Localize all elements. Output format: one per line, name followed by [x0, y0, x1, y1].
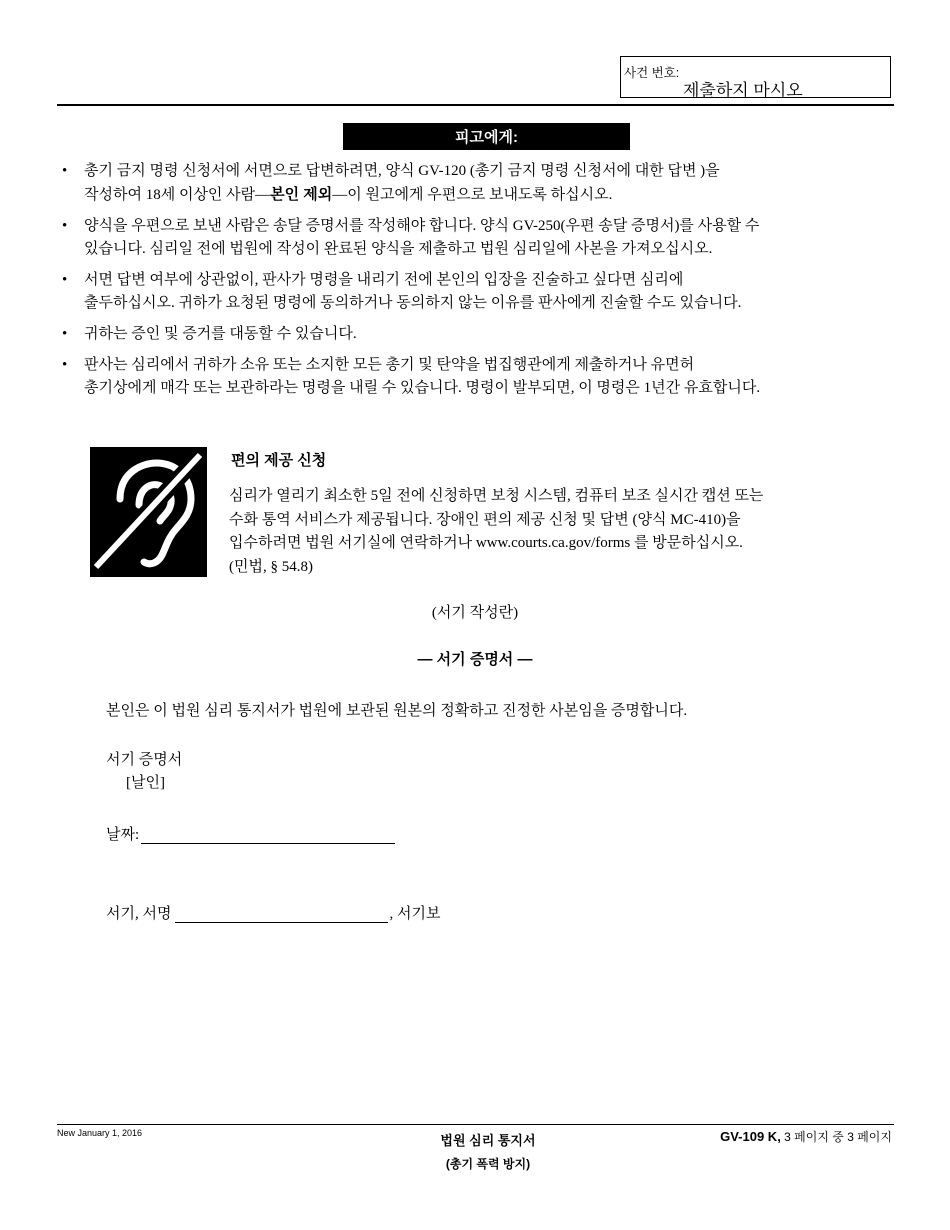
date-field[interactable]	[141, 827, 395, 844]
list-item	[62, 215, 892, 261]
certificate-label: 서기 증명서	[106, 752, 183, 768]
form-number: GV-109 K,	[720, 1129, 781, 1144]
bullet-icon: •	[62, 163, 68, 179]
header-divider	[57, 104, 894, 106]
text-segment: —이 원고에게 우편으로 보내도록 하십시오.	[332, 187, 613, 203]
signature-suffix: , 서기보	[389, 906, 441, 922]
footer-revision-date: New January 1, 2016	[57, 1128, 143, 1138]
footer-form-title: 법원 심리 통지서	[440, 1133, 536, 1148]
bullet-icon: •	[62, 272, 68, 288]
defendant-banner: 피고에게:	[343, 123, 630, 150]
accommodations-line: 심리가 열리기 최소한 5일 전에 신청하면 보청 시스템, 컴퓨터 보조 실시간 캡션 또는	[229, 488, 764, 504]
list-item-line: 총기상에게 매각 또는 보관하라는 명령을 내릴 수 있습니다. 명령이 발부되면, 이 명령은 1년간 유효합니다.	[84, 380, 761, 396]
list-item-line: 양식을 우편으로 보낸 사람은 송달 증명서를 작성해야 합니다. 양식 GV-250(우편 송달 증명서)를 사용할 수	[84, 218, 760, 234]
date-label: 날짜:	[106, 827, 140, 843]
bullet-icon: •	[62, 326, 68, 342]
accommodations-text	[229, 485, 763, 579]
emphasis-text: 본인 제외	[270, 186, 333, 203]
case-number-label: 사건 번호:	[624, 66, 680, 80]
instruction-list	[62, 160, 892, 408]
list-item-line: 총기 금지 명령 신청서에 서면으로 답변하려면, 양식 GV-120 (총기 금지 명령 신청서에 대한 답변 )을	[84, 163, 720, 179]
case-number-value: 제출하지 마시오	[683, 81, 803, 100]
bullet-icon: •	[62, 357, 68, 373]
case-number-box	[620, 56, 891, 98]
accommodations-line: (민법, § 54.8)	[229, 558, 313, 575]
bullet-icon: •	[62, 218, 68, 234]
text-segment: 작성하여 18세 이상인 사람—	[84, 187, 271, 203]
list-item-line: 귀하는 증인 및 증거를 대동할 수 있습니다.	[84, 326, 357, 342]
certificate-statement: 본인은 이 법원 심리 통지서가 법원에 보관된 원본의 정확하고 진정한 사본임을 증명합니다.	[106, 703, 688, 719]
list-item	[62, 354, 892, 400]
date-row	[106, 823, 395, 844]
hearing-assistance-icon	[90, 447, 207, 577]
accommodations-title: 편의 제공 신청	[231, 452, 327, 469]
page-info: 3 페이지 중 3 페이지	[784, 1130, 892, 1144]
clerk-section-label: (서기 작성란)	[431, 605, 519, 621]
footer-form-subtitle: (총기 폭력 방지)	[445, 1157, 531, 1171]
signature-prefix: 서기, 서명	[106, 906, 172, 922]
list-item	[62, 323, 892, 346]
signature-field[interactable]	[175, 906, 388, 923]
list-item-line: 있습니다. 심리일 전에 법원에 작성이 완료된 양식을 제출하고 법원 심리일에 사본을 가져오십시오.	[84, 241, 713, 257]
footer-divider	[57, 1124, 894, 1125]
accommodations-line: 수화 통역 서비스가 제공됩니다. 장애인 편의 제공 신청 및 답변 (양식 MC-410)을	[229, 511, 741, 528]
list-item	[62, 269, 892, 315]
list-item-line: 출두하십시오. 귀하가 요청된 명령에 동의하거나 동의하지 않는 이유를 판사에게 진술할 수도 있습니다.	[84, 295, 742, 311]
list-item-line	[84, 183, 892, 207]
footer-form-id	[720, 1128, 892, 1145]
seal-label: [날인]	[126, 775, 165, 791]
list-item	[62, 160, 892, 207]
list-item-line: 판사는 심리에서 귀하가 소유 또는 소지한 모든 총기 및 탄약을 법집행관에게 제출하거나 유면허	[84, 357, 695, 373]
signature-row	[106, 902, 440, 923]
clerk-certificate-title: — 서기 증명서 —	[417, 651, 533, 668]
list-item-line: 서면 답변 여부에 상관없이, 판사가 명령을 내리기 전에 본인의 입장을 진술하고 싶다면 심리에	[84, 272, 684, 288]
accommodations-line: 입수하려면 법원 서기실에 연락하거나 www.courts.ca.gov/forms 를 방문하십시오.	[229, 535, 743, 551]
